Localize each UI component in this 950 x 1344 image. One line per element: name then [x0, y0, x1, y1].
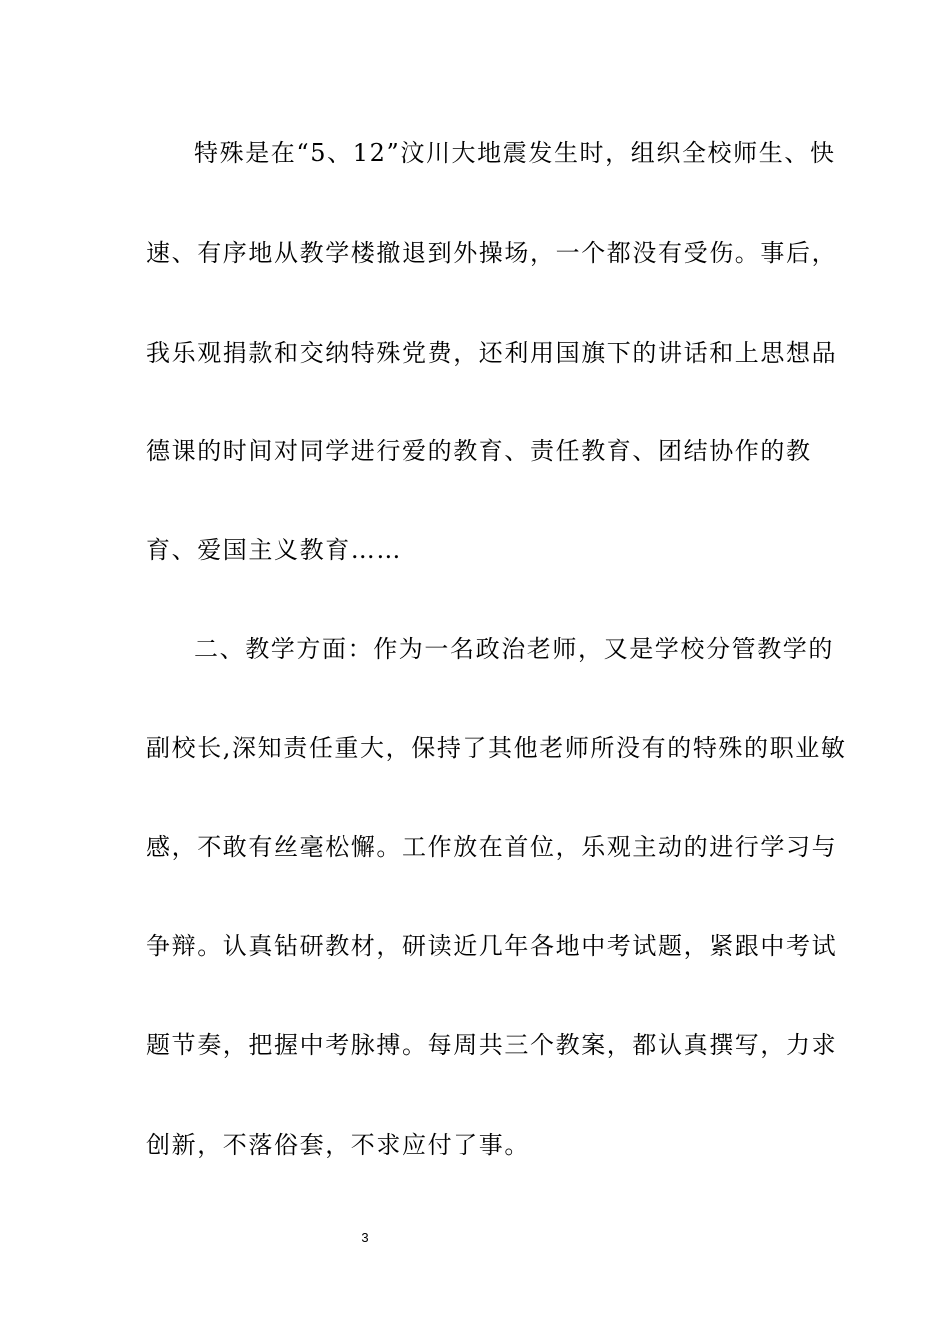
paragraph-1-line-5: 育、爱国主义教育……: [146, 536, 402, 564]
paragraph-2-line-1: 二、教学方面：作为一名政治老师，又是学校分管教学的: [194, 635, 834, 663]
paragraph-2-line-3: 感，不敢有丝毫松懈。工作放在首位，乐观主动的进行学习与: [146, 833, 838, 861]
paragraph-1-line-4: 德课的时间对同学进行爱的教育、责任教育、团结协作的教: [146, 437, 812, 465]
paragraph-2-line-4: 争辩。认真钻研教材，研读近几年各地中考试题，紧跟中考试: [146, 932, 838, 960]
paragraph-2-line-6: 创新，不落俗套，不求应付了事。: [146, 1131, 530, 1159]
paragraph-1-line-1: 特殊是在“5、12”汶川大地震发生时，组织全校师生、快: [194, 139, 836, 167]
paragraph-1-line-3: 我乐观捐款和交纳特殊党费，还利用国旗下的讲话和上思想品: [146, 339, 838, 367]
paragraph-1-line-2: 速、有序地从教学楼撤退到外操场，一个都没有受伤。事后，: [146, 239, 838, 267]
paragraph-2-line-2: 副校长,深知责任重大，保持了其他老师所没有的特殊的职业敏: [146, 734, 847, 762]
page-number: 3: [361, 1230, 369, 1245]
paragraph-2-line-5: 题节奏，把握中考脉搏。每周共三个教案，都认真撰写，力求: [146, 1031, 838, 1059]
